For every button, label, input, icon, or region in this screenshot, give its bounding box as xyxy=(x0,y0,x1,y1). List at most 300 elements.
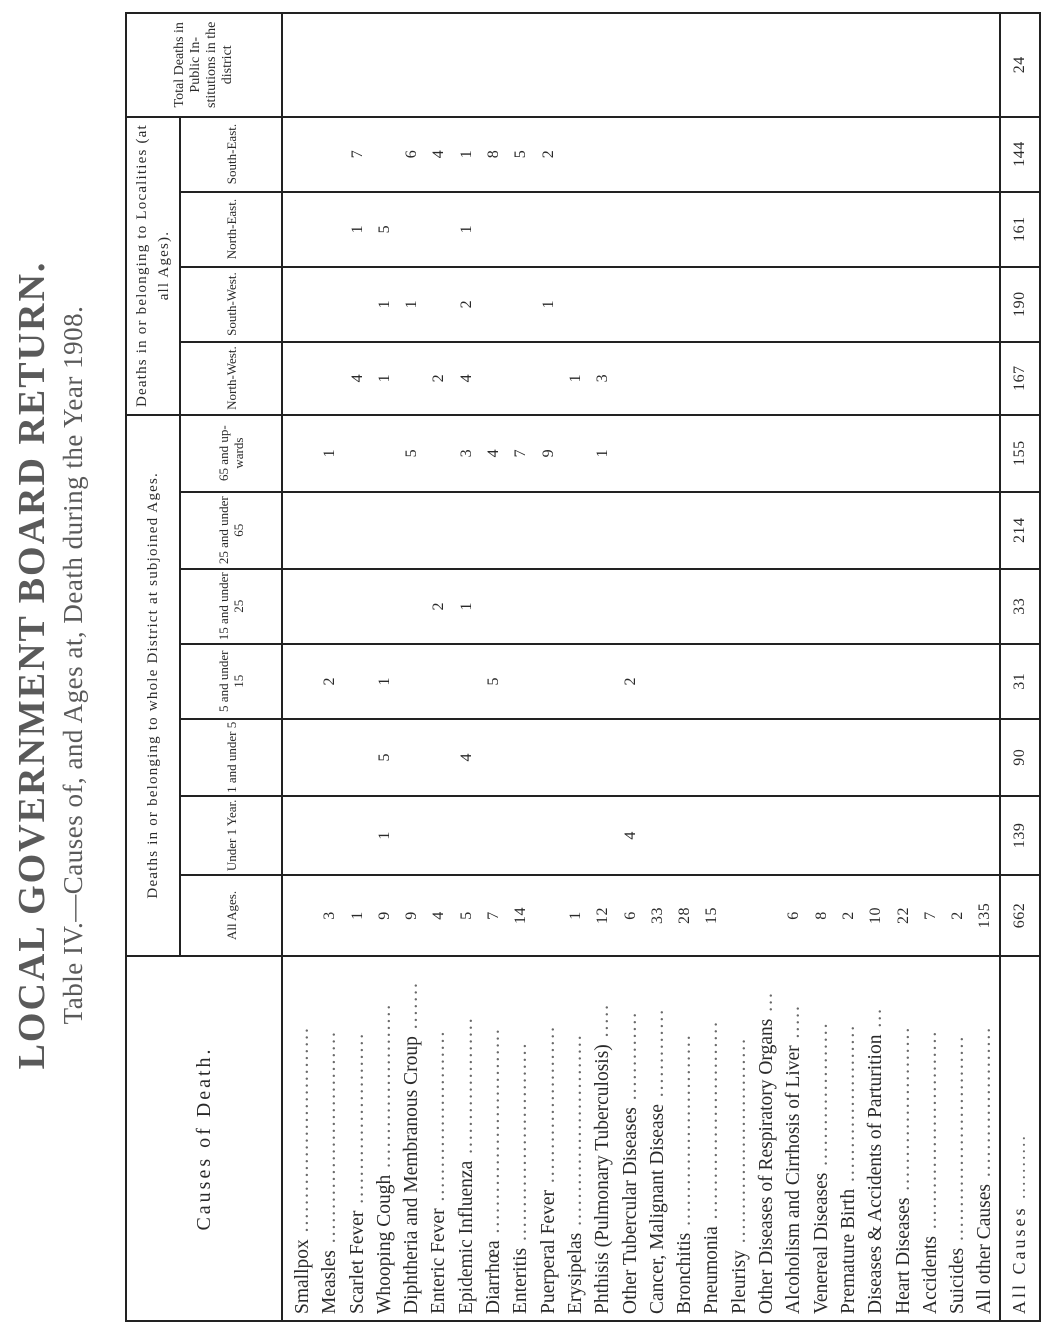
cell-value xyxy=(944,719,971,796)
cell-value: 8 xyxy=(480,117,507,192)
cell-value xyxy=(890,267,917,342)
header-localities: Deaths in or belonging to Localities (at all Ages). xyxy=(126,117,180,415)
cell-value xyxy=(726,569,753,644)
header-causes: Causes of Death. xyxy=(126,956,282,1321)
cell-value xyxy=(890,719,917,796)
page-title: LOCAL GOVERNMENT BOARD RETURN. xyxy=(11,260,53,1070)
cell-value xyxy=(562,719,589,796)
cell-value xyxy=(698,415,725,492)
cell-value: 2 xyxy=(453,267,480,342)
cell-value xyxy=(890,117,917,192)
cell-value xyxy=(282,492,316,569)
cell-value: 12 xyxy=(589,875,616,956)
cell-value xyxy=(535,569,562,644)
cell-value xyxy=(589,192,616,267)
leader-dots: ............................ xyxy=(674,1033,696,1233)
cell-value xyxy=(726,192,753,267)
cell-value xyxy=(282,342,316,415)
cell-value xyxy=(671,644,698,719)
cell-value xyxy=(698,267,725,342)
cell-value: 4 xyxy=(480,415,507,492)
cell-value xyxy=(698,192,725,267)
cell-value xyxy=(671,267,698,342)
table-row xyxy=(835,13,862,1321)
cell-value xyxy=(344,796,371,875)
cell-value xyxy=(726,796,753,875)
cell-value xyxy=(753,415,780,492)
cell-value xyxy=(589,267,616,342)
leader-dots: ... xyxy=(865,1007,887,1035)
header-25-65: 25 and under 65 xyxy=(180,492,282,569)
cell-value xyxy=(808,492,835,569)
cell-value xyxy=(671,192,698,267)
cell-value xyxy=(835,644,862,719)
cell-value xyxy=(671,13,698,117)
cell-value: 1 xyxy=(535,267,562,342)
cell-value xyxy=(835,267,862,342)
cell-value xyxy=(917,569,944,644)
table-row xyxy=(671,13,698,1321)
total-value: 161 xyxy=(1000,192,1040,267)
cell-value xyxy=(282,415,316,492)
cell-value xyxy=(282,192,316,267)
totals-label: All Causes .......... xyxy=(1000,956,1040,1321)
cell-value xyxy=(944,267,971,342)
cell-value xyxy=(726,644,753,719)
total-value: 90 xyxy=(1000,719,1040,796)
cell-value xyxy=(425,719,452,796)
cell-value xyxy=(698,719,725,796)
cell-value: 5 xyxy=(371,192,398,267)
cell-value xyxy=(808,192,835,267)
table-row xyxy=(917,13,944,1321)
cell-value: 1 xyxy=(371,644,398,719)
cell-value: 5 xyxy=(480,644,507,719)
cell-value xyxy=(507,342,534,415)
cell-value: 4 xyxy=(425,875,452,956)
cell-value xyxy=(316,117,343,192)
cell-value xyxy=(726,492,753,569)
cell-value xyxy=(644,644,671,719)
cell-value xyxy=(780,117,807,192)
cell-value xyxy=(425,267,452,342)
cell-value xyxy=(917,492,944,569)
total-value: 24 xyxy=(1000,13,1040,117)
cell-value xyxy=(617,117,644,192)
cell-value xyxy=(726,415,753,492)
cell-value xyxy=(808,267,835,342)
cell-value xyxy=(753,192,780,267)
cell-value xyxy=(425,492,452,569)
cell-value xyxy=(971,267,999,342)
total-value: 167 xyxy=(1000,342,1040,415)
cell-value xyxy=(862,415,889,492)
cause-label: Alcoholism and Cirrhosis of Liver ..... xyxy=(780,956,807,1321)
cell-value xyxy=(282,796,316,875)
cell-value: 5 xyxy=(398,415,425,492)
cell-value xyxy=(917,192,944,267)
cell-value: 5 xyxy=(507,117,534,192)
cell-value: 135 xyxy=(971,875,999,956)
cell-value xyxy=(398,719,425,796)
cell-value xyxy=(753,342,780,415)
cell-value xyxy=(535,192,562,267)
cell-value xyxy=(944,13,971,117)
cell-value xyxy=(617,492,644,569)
cell-value: 1 xyxy=(371,267,398,342)
cell-value xyxy=(398,644,425,719)
cell-value xyxy=(835,117,862,192)
table-row xyxy=(944,13,971,1321)
cell-value xyxy=(671,415,698,492)
cell-value: 22 xyxy=(890,875,917,956)
cell-value xyxy=(944,796,971,875)
cell-value: 5 xyxy=(371,719,398,796)
cell-value xyxy=(835,342,862,415)
cell-value xyxy=(917,267,944,342)
cell-value xyxy=(808,342,835,415)
cell-value: 2 xyxy=(835,875,862,956)
cell-value xyxy=(617,719,644,796)
cell-value: 4 xyxy=(453,719,480,796)
cell-value xyxy=(753,117,780,192)
cell-value xyxy=(780,492,807,569)
cell-value xyxy=(753,796,780,875)
cause-label: Pleurisy .............................. xyxy=(726,956,753,1321)
cell-value xyxy=(589,117,616,192)
table-body xyxy=(282,13,1040,1321)
cell-value: 1 xyxy=(562,875,589,956)
cell-value: 8 xyxy=(808,875,835,956)
leader-dots: ..... xyxy=(592,1002,614,1045)
cell-value xyxy=(644,719,671,796)
cell-value xyxy=(971,13,999,117)
cause-label: Scarlet Fever ......................... xyxy=(344,956,371,1321)
cell-value xyxy=(398,796,425,875)
cause-label: Bronchitis ............................ xyxy=(671,956,698,1321)
cell-value: 2 xyxy=(425,342,452,415)
cell-value xyxy=(562,267,589,342)
table-row xyxy=(617,13,644,1321)
cell-value: 2 xyxy=(617,644,644,719)
cell-value xyxy=(862,13,889,117)
cell-value xyxy=(316,267,343,342)
cell-value: 15 xyxy=(698,875,725,956)
cell-value: 9 xyxy=(535,415,562,492)
cell-value xyxy=(562,569,589,644)
cell-value xyxy=(698,13,725,117)
cell-value xyxy=(589,796,616,875)
cell-value xyxy=(726,719,753,796)
cell-value xyxy=(917,342,944,415)
cell-value xyxy=(562,492,589,569)
cell-value: 14 xyxy=(507,875,534,956)
cell-value xyxy=(589,644,616,719)
cell-value xyxy=(282,117,316,192)
cell-value xyxy=(644,13,671,117)
leader-dots: ... xyxy=(756,991,778,1019)
leader-dots: ......................... xyxy=(346,1031,368,1211)
cell-value xyxy=(890,415,917,492)
cell-value xyxy=(808,117,835,192)
cell-value xyxy=(316,569,343,644)
cell-value xyxy=(453,644,480,719)
cell-value xyxy=(671,492,698,569)
cell-value xyxy=(644,342,671,415)
cell-value xyxy=(698,796,725,875)
cell-value xyxy=(480,569,507,644)
cell-value xyxy=(917,796,944,875)
cell-value xyxy=(562,192,589,267)
cell-value xyxy=(862,796,889,875)
header-north-west: North-West. xyxy=(180,342,282,415)
leader-dots: ........................ xyxy=(373,1002,395,1175)
table-row xyxy=(371,13,398,1321)
cell-value xyxy=(617,415,644,492)
cell-value xyxy=(562,796,589,875)
header-under-1: Under 1 Year. xyxy=(180,796,282,875)
cause-label: Accidents ............................. xyxy=(917,956,944,1321)
cell-value: 4 xyxy=(617,796,644,875)
total-value: 144 xyxy=(1000,117,1040,192)
cause-label: Other Tubercular Diseases ............. xyxy=(617,956,644,1321)
cell-value xyxy=(780,719,807,796)
cell-value: 1 xyxy=(589,415,616,492)
cell-value xyxy=(944,117,971,192)
cell-value xyxy=(344,569,371,644)
cell-value: 3 xyxy=(316,875,343,956)
table-row xyxy=(480,13,507,1321)
cell-value xyxy=(862,644,889,719)
total-value: 214 xyxy=(1000,492,1040,569)
table-row xyxy=(808,13,835,1321)
cell-value xyxy=(644,415,671,492)
cell-value xyxy=(644,267,671,342)
cell-value xyxy=(698,117,725,192)
cell-value xyxy=(398,192,425,267)
cell-value xyxy=(726,875,753,956)
cell-value xyxy=(917,415,944,492)
cell-value xyxy=(780,415,807,492)
cell-value xyxy=(671,719,698,796)
cell-value xyxy=(835,192,862,267)
cell-value xyxy=(917,13,944,117)
cell-value xyxy=(282,719,316,796)
cell-value xyxy=(971,796,999,875)
cell-value xyxy=(535,796,562,875)
cell-value: 1 xyxy=(344,875,371,956)
leader-dots: ............. xyxy=(619,1010,641,1108)
cell-value xyxy=(862,342,889,415)
totals-row xyxy=(1000,13,1040,1321)
cell-value xyxy=(917,719,944,796)
cell-value xyxy=(890,644,917,719)
cell-value xyxy=(507,796,534,875)
cell-value xyxy=(425,13,452,117)
cell-value xyxy=(425,192,452,267)
cause-label: Venereal Diseases ..................... xyxy=(808,956,835,1321)
cell-value: 2 xyxy=(316,644,343,719)
cell-value xyxy=(282,644,316,719)
cell-value: 2 xyxy=(944,875,971,956)
cell-value xyxy=(282,875,316,956)
cell-value xyxy=(425,415,452,492)
cell-value xyxy=(480,492,507,569)
cell-value xyxy=(835,569,862,644)
cell-value: 9 xyxy=(371,875,398,956)
leader-dots: ............. xyxy=(646,1007,668,1105)
cell-value xyxy=(425,796,452,875)
total-value: 139 xyxy=(1000,796,1040,875)
cause-label: Heart Diseases ........................ xyxy=(890,956,917,1321)
cell-value xyxy=(808,796,835,875)
cell-value xyxy=(644,796,671,875)
cell-value xyxy=(562,644,589,719)
header-south-west: South-West. xyxy=(180,267,282,342)
total-value: 155 xyxy=(1000,415,1040,492)
cell-value: 1 xyxy=(398,267,425,342)
table-row xyxy=(971,13,999,1321)
cell-value xyxy=(890,342,917,415)
cell-value: 1 xyxy=(562,342,589,415)
cell-value xyxy=(507,644,534,719)
cell-value xyxy=(971,492,999,569)
cell-value: 9 xyxy=(398,875,425,956)
cell-value xyxy=(971,342,999,415)
cell-value xyxy=(780,644,807,719)
cell-value xyxy=(780,192,807,267)
cell-value xyxy=(862,569,889,644)
cell-value xyxy=(453,796,480,875)
table-row xyxy=(862,13,889,1321)
cell-value: 3 xyxy=(589,342,616,415)
cell-value: 1 xyxy=(371,796,398,875)
cell-value xyxy=(535,875,562,956)
cell-value xyxy=(753,492,780,569)
cell-value xyxy=(507,569,534,644)
cell-value xyxy=(644,569,671,644)
cell-value: 2 xyxy=(535,117,562,192)
cell-value: 1 xyxy=(453,117,480,192)
table-row xyxy=(780,13,807,1321)
cell-value xyxy=(453,13,480,117)
leader-dots: .......... xyxy=(1009,1134,1030,1206)
cell-value xyxy=(835,719,862,796)
leader-dots: ........................ xyxy=(892,1025,914,1198)
cell-value xyxy=(282,569,316,644)
total-value: 662 xyxy=(1000,875,1040,956)
cause-label: Diarrhœa .............................. xyxy=(480,956,507,1321)
cell-value xyxy=(808,719,835,796)
cell-value xyxy=(780,13,807,117)
cell-value: 4 xyxy=(344,342,371,415)
cell-value: 1 xyxy=(371,342,398,415)
cell-value xyxy=(971,719,999,796)
leader-dots: ..... xyxy=(783,1004,805,1046)
cell-value xyxy=(617,267,644,342)
cell-value: 7 xyxy=(507,415,534,492)
table-row xyxy=(398,13,425,1321)
cell-value xyxy=(617,192,644,267)
table-row xyxy=(535,13,562,1321)
cell-value xyxy=(507,492,534,569)
table-row xyxy=(507,13,534,1321)
cell-value: 7 xyxy=(917,875,944,956)
leader-dots: ......................... xyxy=(428,1029,450,1209)
cell-value xyxy=(480,267,507,342)
cell-value xyxy=(726,117,753,192)
header-5-15: 5 and under 15 xyxy=(180,644,282,719)
cell-value xyxy=(862,117,889,192)
table-row xyxy=(890,13,917,1321)
cell-value xyxy=(671,342,698,415)
cell-value xyxy=(617,569,644,644)
leader-dots: ............................. xyxy=(510,1041,532,1248)
cell-value xyxy=(808,13,835,117)
cell-value: 1 xyxy=(453,569,480,644)
table-row xyxy=(644,13,671,1321)
cell-value xyxy=(507,719,534,796)
cell-value: 2 xyxy=(425,569,452,644)
cell-value xyxy=(316,192,343,267)
cell-value xyxy=(480,796,507,875)
mortality-table xyxy=(125,12,1030,1322)
cell-value xyxy=(917,117,944,192)
cell-value xyxy=(371,492,398,569)
header-65-up: 65 and up-wards xyxy=(180,415,282,492)
cell-value: 6 xyxy=(617,875,644,956)
cell-value: 7 xyxy=(344,117,371,192)
leader-dots: ....................... xyxy=(537,1025,559,1190)
cell-value xyxy=(344,267,371,342)
cell-value xyxy=(589,569,616,644)
cause-label: Diphtheria and Membranous Croup ....... xyxy=(398,956,425,1321)
cell-value xyxy=(344,13,371,117)
cell-value xyxy=(808,415,835,492)
header-1-5: 1 and under 5 xyxy=(180,719,282,796)
cell-value xyxy=(316,719,343,796)
cause-label: Smallpox .............................. xyxy=(282,956,316,1321)
table-row xyxy=(282,13,316,1321)
cell-value xyxy=(753,875,780,956)
header-north-east: North-East. xyxy=(180,192,282,267)
cell-value xyxy=(698,342,725,415)
leader-dots: ............................ xyxy=(564,1033,586,1233)
cell-value xyxy=(480,719,507,796)
cell-value xyxy=(890,569,917,644)
cell-value xyxy=(535,342,562,415)
cell-value: 6 xyxy=(780,875,807,956)
cell-value xyxy=(944,492,971,569)
cell-value xyxy=(644,117,671,192)
cell-value xyxy=(862,719,889,796)
cell-value xyxy=(780,796,807,875)
table-row xyxy=(453,13,480,1321)
cell-value xyxy=(453,492,480,569)
cell-value xyxy=(808,644,835,719)
leader-dots: .............................. xyxy=(483,1027,505,1241)
cell-value xyxy=(589,13,616,117)
cell-value xyxy=(480,342,507,415)
leader-dots: .............................. xyxy=(947,1034,969,1248)
cell-value xyxy=(971,192,999,267)
cause-label: All other Causes ...................... xyxy=(971,956,999,1321)
table-row xyxy=(753,13,780,1321)
cell-value xyxy=(480,13,507,117)
cell-value xyxy=(780,569,807,644)
cell-value xyxy=(371,569,398,644)
cell-value xyxy=(398,13,425,117)
